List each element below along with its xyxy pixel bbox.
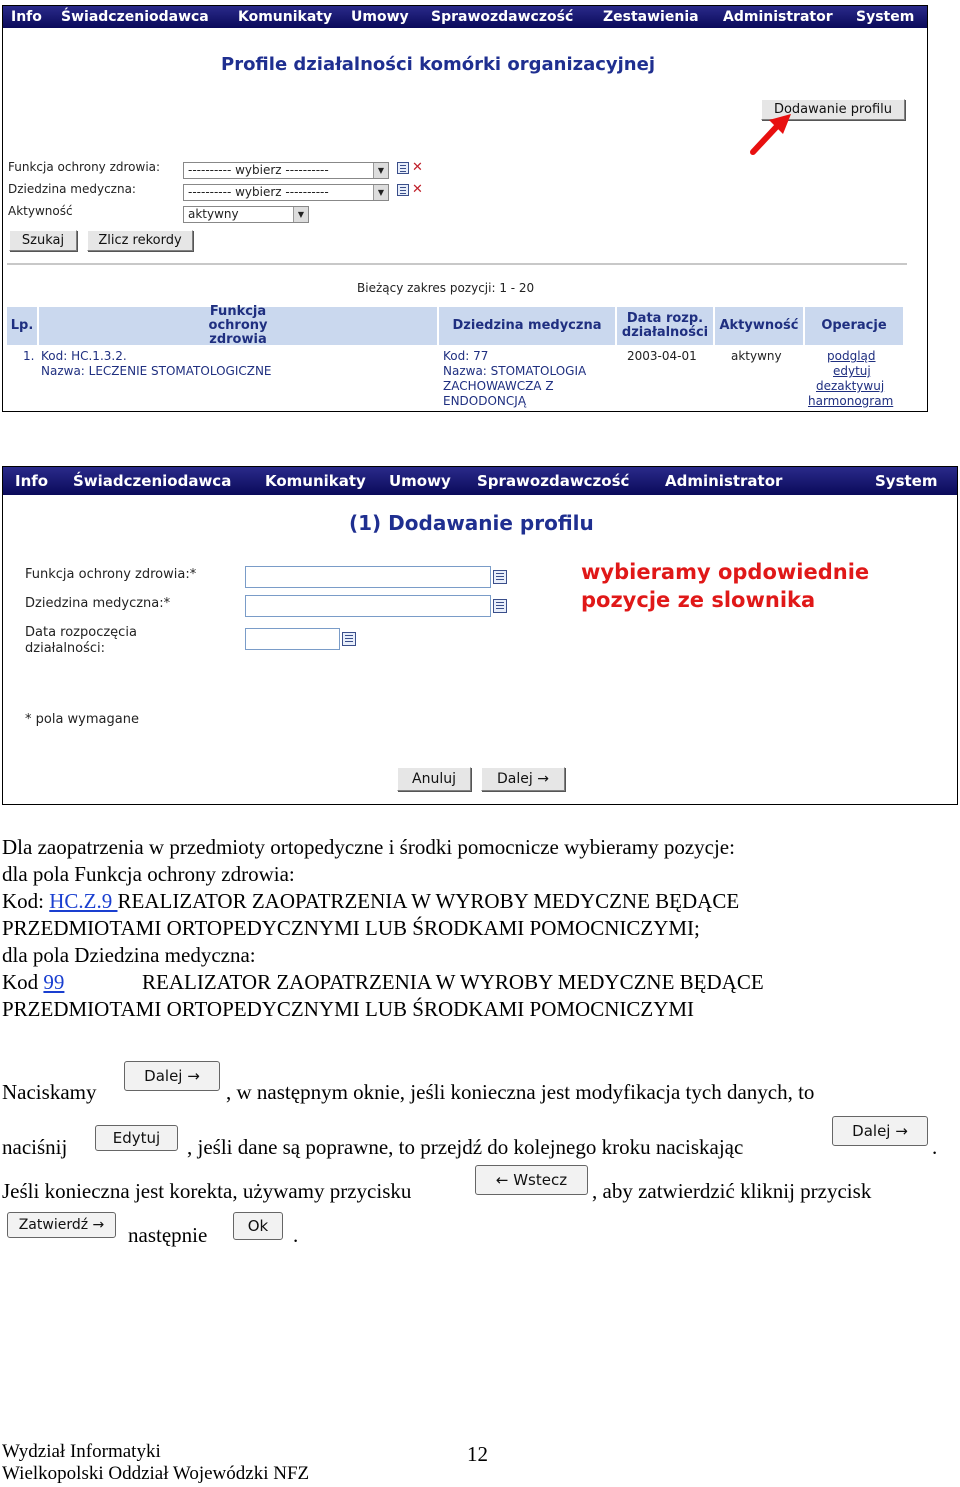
col-header-lp: Lp.	[7, 307, 37, 345]
field-label-data: Data rozpoczęcia	[25, 625, 137, 640]
range-text: Bieżący zakres pozycji: 1 - 20	[357, 281, 535, 295]
date-field[interactable]	[245, 628, 340, 650]
inline-dalej-button[interactable]: Dalej →	[124, 1061, 220, 1091]
menu-zestawienia[interactable]: Zestawienia	[603, 9, 699, 25]
chevron-down-icon: ▼	[373, 163, 388, 178]
menu-umowy[interactable]: Umowy	[389, 472, 451, 490]
instr-4b: .	[293, 1223, 299, 1247]
field-label-funkcja: Funkcja ochrony zdrowia:*	[25, 567, 197, 582]
kod2-label: Kod	[2, 970, 44, 994]
op-deactivate-link[interactable]: dezaktywuj	[816, 379, 885, 393]
next-button[interactable]: Dalej →	[481, 767, 565, 791]
page-number: 12	[467, 1442, 488, 1466]
menu-system[interactable]: System	[875, 472, 938, 490]
row-dziedzina-line: Kod: 77	[443, 349, 489, 363]
instr-2b: , jeśli dane są poprawne, to przejdź do kolejnego kroku naciskając	[187, 1135, 744, 1159]
menu-system[interactable]: System	[856, 9, 915, 25]
screenshot-profiles-list	[2, 5, 928, 412]
instr-2a: naciśnij	[2, 1135, 68, 1159]
menu-komunikaty[interactable]: Komunikaty	[238, 9, 333, 25]
hint-text: wybieramy opdowiednie	[581, 560, 870, 584]
filter-label-dziedzina: Dziedzina medyczna:	[8, 182, 136, 196]
row-dziedzina-line: Nazwa: STOMATOLOGIA	[443, 364, 587, 378]
page-title: (1) Dodawanie profilu	[349, 511, 594, 535]
top-menu-bar	[3, 467, 957, 495]
kod-label: Kod:	[2, 889, 50, 913]
col-header-operacje: Operacje	[805, 307, 903, 345]
calendar-icon[interactable]	[342, 632, 356, 646]
row-date: 2003-04-01	[627, 349, 697, 363]
clear-icon[interactable]: ✕	[412, 182, 423, 197]
instr-1a: Naciskamy	[2, 1080, 97, 1104]
red-arrow-icon	[747, 112, 795, 156]
menu-info[interactable]: Info	[11, 9, 42, 25]
instr-4a: następnie	[128, 1223, 208, 1247]
instr-2c: .	[932, 1135, 938, 1159]
row-dziedzina-line: ENDODONCJĄ	[443, 394, 527, 408]
paragraph-funkcja: dla pola Funkcja ochrony zdrowia:	[2, 862, 295, 886]
op-edit-link[interactable]: edytuj	[833, 364, 871, 378]
inline-edytuj-button[interactable]: Edytuj	[95, 1125, 178, 1151]
page-title: Profile działalności komórki organizacyjnej	[221, 54, 656, 75]
row-dziedzina-line: ZACHOWAWCZA Z	[443, 379, 554, 393]
menu-administrator[interactable]: Administrator	[665, 472, 783, 490]
kod2-text: REALIZATOR ZAOPATRZENIA W WYROBY MEDYCZNE BĘDĄCE	[142, 970, 764, 994]
col-header-dziedzina: Dziedzina medyczna	[439, 307, 615, 345]
list-icon[interactable]	[397, 184, 409, 196]
clear-icon[interactable]: ✕	[412, 160, 423, 175]
footer-line-1: Wydział Informatyki	[2, 1441, 161, 1462]
col-header-aktywnosc: Aktywność	[715, 307, 803, 345]
required-note: * pola wymagane	[25, 712, 139, 727]
separator	[7, 263, 907, 265]
kod-99-link[interactable]: 99	[43, 970, 65, 994]
top-menu-bar	[3, 6, 927, 28]
list-icon[interactable]	[493, 570, 507, 584]
row-status: aktywny	[731, 349, 782, 363]
footer-line-2: Wielkopolski Oddział Wojewódzki NFZ	[2, 1463, 310, 1484]
menu-sprawozdawczosc[interactable]: Sprawozdawczość	[431, 9, 574, 25]
op-view-link[interactable]: podgląd	[827, 349, 876, 363]
search-button[interactable]: Szukaj	[9, 230, 77, 251]
list-icon[interactable]	[397, 162, 409, 174]
kod-text: REALIZATOR ZAOPATRZENIA W WYROBY MEDYCZNE BĘDĄCE	[117, 889, 740, 913]
instr-1b: , w następnym oknie, jeśli konieczna jest modyfikacja tych danych, to	[226, 1080, 815, 1104]
kod-line	[2, 888, 739, 915]
aktywnosc-select[interactable]	[183, 206, 309, 223]
op-schedule-link[interactable]: harmonogram	[808, 394, 894, 408]
field-label-dziedzina: Dziedzina medyczna:*	[25, 596, 171, 611]
funkcja-field[interactable]	[245, 566, 491, 588]
filter-label-funkcja: Funkcja ochrony zdrowia:	[8, 160, 161, 174]
col-header-funkcja: Funkcja ochrony zdrowia	[39, 307, 437, 345]
menu-umowy[interactable]: Umowy	[351, 9, 409, 25]
chevron-down-icon: ▼	[293, 207, 308, 222]
count-records-button[interactable]: Zlicz rekordy	[87, 230, 193, 251]
kod-line-2: PRZEDMIOTAMI ORTOPEDYCZNYMI LUB ŚRODKAMI POMOCNICZYMI;	[2, 916, 700, 940]
inline-dalej-button-2[interactable]: Dalej →	[832, 1116, 928, 1146]
chevron-down-icon: ▼	[373, 185, 388, 200]
filter-label-aktywnosc: Aktywność	[8, 204, 73, 218]
kod2-line	[2, 969, 64, 996]
dziedzina-select-value: ---------- wybierz ----------	[188, 185, 329, 199]
cancel-button[interactable]: Anuluj	[397, 767, 471, 791]
dziedzina-field[interactable]	[245, 595, 491, 617]
paragraph-intro: Dla zaopatrzenia w przedmioty ortopedyczne i środki pomocnicze wybieramy pozycje:	[2, 835, 735, 859]
funkcja-select[interactable]	[183, 162, 389, 179]
aktywnosc-select-value: aktywny	[188, 207, 239, 221]
menu-swiadczeniodawca[interactable]: Świadczeniodawca	[73, 472, 232, 490]
instr-3a: Jeśli konieczna jest korekta, używamy przycisku	[2, 1179, 412, 1203]
funkcja-select-value: ---------- wybierz ----------	[188, 163, 329, 177]
hint-text: pozycje ze slownika	[581, 588, 816, 612]
menu-swiadczeniodawca[interactable]: Świadczeniodawca	[61, 9, 209, 25]
row-lp: 1.	[23, 349, 35, 363]
menu-sprawozdawczosc[interactable]: Sprawozdawczość	[477, 472, 630, 490]
add-profile-button[interactable]: Dodawanie profilu	[761, 99, 905, 120]
kod2-line-2: PRZEDMIOTAMI ORTOPEDYCZNYMI LUB ŚRODKAMI POMOCNICZYMI	[2, 997, 695, 1021]
list-icon[interactable]	[493, 599, 507, 613]
paragraph-dziedzina: dla pola Dziedzina medyczna:	[2, 943, 256, 967]
menu-komunikaty[interactable]: Komunikaty	[265, 472, 366, 490]
menu-info[interactable]: Info	[15, 472, 49, 490]
field-label-data: działalności:	[25, 641, 106, 656]
kod-hcz9-link[interactable]: HC.Z.9	[49, 889, 118, 913]
instr-3b: , aby zatwierdzić kliknij przycisk	[592, 1179, 872, 1203]
menu-administrator[interactable]: Administrator	[723, 9, 833, 25]
inline-wstecz-button[interactable]: ← Wstecz	[475, 1165, 588, 1195]
col-header-data: Data rozp. działalności	[617, 307, 713, 345]
screenshot-add-profile	[2, 466, 958, 805]
row-funkcja-kod: Kod: HC.1.3.2.	[41, 349, 127, 363]
dziedzina-select[interactable]	[183, 184, 389, 201]
inline-ok-button[interactable]: Ok	[233, 1212, 283, 1240]
inline-zatwierdz-button[interactable]: Zatwierdź →	[7, 1212, 116, 1238]
row-funkcja-nazwa: Nazwa: LECZENIE STOMATOLOGICZNE	[41, 364, 272, 378]
